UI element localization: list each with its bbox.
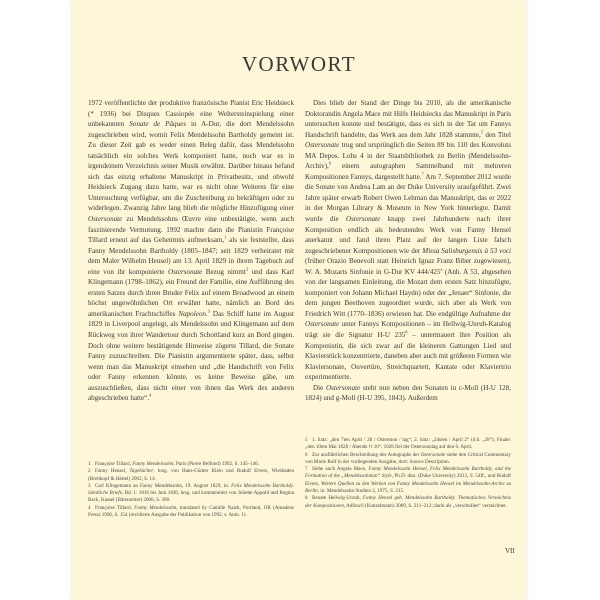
footnote-ref: 4	[149, 392, 152, 398]
text-run: 1972 veröffentlichte der produktive französische Pianist Eric Heidsieck (* 1936) bei Disques Cassiopée eine Weltersteinspielung einer unbekannten	[88, 99, 294, 129]
left-footnotes	[88, 461, 294, 519]
italic-text: Ostersonate	[88, 215, 123, 224]
italic-text: Fanny Hensel geb. Mendelssohn Bartholdy. Thematisches Verzeichnis der Kompositionen	[305, 495, 511, 509]
text-run: , Paris (Pierre Belfond) 1992, S. 145–146.	[173, 461, 260, 467]
text-run: 1. Satz: „den 7ten April / 28 / Ostermon / tag“; 2. Satz: „24sten / April 2“ (d.h. „28“); Finale: „den 10ten Mai 1828 / Abends ½ 10“. 1828 fiel der Ostersonntag auf den 6. April.	[305, 437, 511, 451]
right-text-column	[305, 98, 511, 404]
text-run: den Titel	[483, 130, 511, 139]
italic-text: Sonate de Pâques	[129, 120, 187, 129]
footnote-ref: 8	[405, 329, 408, 335]
paragraph	[305, 98, 511, 383]
text-run: siehe den Critical Commentary von Marie Rolf in der vorliegenden Ausgabe, dort: Source Description.	[305, 451, 511, 465]
text-run: Bezug nimmt	[202, 267, 246, 276]
text-run: Am 7. September 2012 wurde die Sonate von Andrea Lam an der Duke University uraufgeführt. Zwei Jahre später erwarb Robert Owen Lehman das Manuskript, das er 2022 in der Morgan Library & Museum in New York hinterlegte. Damit wurde die	[305, 172, 511, 224]
text-run: , Bd. 1: 1816 bis Juni 1830, hrsg. und kommentiert von Juliette Appold und Regina Back, Kassel (Bärenreiter) 2008, S. 380.	[88, 490, 294, 504]
left-body-text	[88, 98, 294, 404]
right-body-text	[305, 98, 511, 404]
footnote-number: 7	[305, 466, 308, 473]
text-run: (Anh. A 53, abgesehen von der langsamen Einleitung, die Mozart dem ersten Satz hinzufügte, komponiert von Johann Michael Haydn) oder der „Jenaer“ Sinfonie, die dem jungen Beethoven zugeordnet wurde, sich aber als Werk von Friedrich Witt (1770–1836) erwiesen hat. Die endgültige Aufnahme der	[305, 267, 511, 318]
text-run: Renate Hellwig-Unruh,	[312, 495, 363, 502]
page-title: VORWORT	[241, 52, 357, 76]
text-run: als sie feststellte, dass Fanny Mendelssohn Bartholdy (1805–1847; seit 1829 verheiratet mit dem Maler Wilhelm Hensel) am 13. April 1829 in ihrem Tagebuch auf eine von ihr komponierte	[88, 236, 294, 276]
text-run: Françoise Tillard,	[95, 461, 133, 467]
text-run: , translated by Camille Naish, Portland, OR (Amadeus Press) 1996, S. 154 (revidierte Ausgabe der Publikation von 1992, s. Anm. 1).	[88, 504, 294, 519]
text-run: zu Mendelssohns Œuvre eine unbestätigte, wenn auch faszinierende Vermutung. 1992 machte dann die Pianistin Françoise Tillard erneut auf das Geheimnis aufmerksam,	[88, 215, 294, 245]
italic-text: Fanny Mendelssohn	[132, 461, 174, 467]
text-run: , hrsg. von Hans-Günter Klein und Rudolf Elvers, Wiesbaden (Breitkopf & Härtel) 2002, S. 14.	[88, 468, 294, 482]
paragraph	[305, 383, 511, 404]
italic-text: Fanny Mendelssohn	[134, 504, 177, 511]
footnote-ref: 6	[328, 160, 332, 166]
text-run: Das Schiff hatte im August 1829 in Liverpool angelegt, als Mendelssohn und Klingemann auf dem Rückweg von ihrer Wandertour durch Schottland kurz an Bord gingen. Doch ohne weitere bestätigende Hinweise zögerte Tillard, die Sonate Fanny zuzuschreiben. Die Pianistin argumentierte später, dass, selbst wenn man das Manuskript einsehen und „die Handschrift von Felix oder Fanny erkennen könnte, es keine Beweise gäbe, um auszuschließen, dass nicht einer von ihnen das Werk des anderen abgeschrieben hatte“.	[88, 309, 294, 403]
footnote	[305, 452, 511, 467]
footnote	[88, 468, 294, 483]
italic-text: Ostersonate	[305, 320, 340, 329]
italic-text: Ostersonate	[420, 451, 446, 458]
text-run: Die	[313, 383, 326, 392]
text-run: Françoise Tillard,	[95, 504, 135, 511]
page-number: VII	[505, 547, 515, 555]
footnote	[305, 495, 511, 510]
text-run: (früher Orazio Benevoli statt Heinrich Ignaz Franz Biber zugewiesen), W. A. Mozarts Sinfonie in G-Dur KV 444/425	[305, 257, 511, 276]
italic-text: Weitere Quellen zu den Werken von Fanny Mendelssohn Hensel im Mendelssohn-Archiv zu Berlin	[305, 480, 512, 495]
paragraph	[88, 98, 294, 404]
footnote-number: 6	[305, 451, 308, 458]
footnote-ref: 5	[480, 129, 484, 135]
footnote-ref: 7	[421, 171, 424, 177]
footnote-number: 3	[88, 482, 91, 489]
text-run: Zur ausführlichen Beschreibung des Autographs der	[312, 451, 421, 458]
footnote-ref: a	[440, 266, 443, 272]
right-footnotes	[305, 437, 511, 510]
document-page	[72, 0, 526, 600]
footnote-ref: 1	[224, 234, 227, 240]
left-text-column	[88, 98, 294, 404]
italic-text: Felix Mendelssohn Bartholdy. Sämtliche Briefe	[88, 482, 294, 497]
footnote	[88, 483, 294, 505]
footnote-number: 8	[305, 495, 308, 502]
text-run: und dass Karl Klingemann (1798–1862), ein Freund der Familie, eine Aufführung des ersten Satzes durch ihren Bruder Felix auf einem Broadwood an einem höchst ungewöhnlichen Ort erwähnt hatte, nämlich an Bord des amerikanischen Frachtschiffes	[88, 267, 294, 318]
italic-text: Ostersonate	[168, 267, 203, 276]
footnote	[88, 505, 294, 520]
footnote-ref: 3	[207, 308, 210, 314]
footnote-number: 1	[88, 461, 91, 467]
footnote	[305, 466, 511, 495]
text-run: , in: Mendelssohn Studien 2, 1975, S. 215.	[317, 488, 405, 495]
italic-text: Missa Salisburgensis à 53 voci	[422, 246, 511, 255]
italic-text: Ostersonate	[346, 215, 381, 224]
footnote-number: 5	[305, 437, 308, 443]
text-run: knapp zwei Jahrhunderte nach ihrer Komposition endlich als bedeutendes Werk von Fanny Hensel anerkannt und fand ihren Platz auf der langen Liste falsch zugeschriebener Kompositionen wie der	[305, 215, 511, 255]
text-run: einem autographen Sammelband mit mehreren Kompositionen Fannys, dargestellt hatte.	[305, 162, 511, 181]
footnote-ref: 2	[245, 266, 249, 272]
text-run: Dies blieb der Stand der Dinge bis 2010, als die amerikanische Doktorandin Angela Mace mit Hilfe Heidsiecks das Manuskript in Paris untersuchen konnte und bestätigte, dass es sich in der Tat um Fannys Handschrift handelte, das Werk aus dem Jahr 1828 stammte,	[305, 99, 511, 139]
text-run: Carl Klingemann an Fanny Mendelssohn, 19. August 1829, in:	[95, 482, 232, 489]
footnote-number: 2	[88, 468, 91, 475]
text-run: in A-Dur, die dort Mendelssohn zugeschrieben wird, womit Felix Mendelssohn Bartholdy gemeint ist. Zu dieser Zeit gab es weder einen Beleg dafür, dass Mendelssohn tatsächlich ein solches Werk komponiert hatte, noch war es in irgendeinem Verzeichnis seiner Musik erwähnt. Darüber hinaus befand sich das einzig erhaltene Manuskript in Privatbesitz, und obwohl Heidsieck Zugang dazu hatte, war es nicht ohne Weiteres für eine Untersuchung verfügbar, um die Zuschreibung zu bekräftigen oder zu widerlegen. Zwanzig Jahre lang blieb die mögliche Hinzufügung einer	[88, 120, 294, 213]
text-run: steht nun neben den Sonaten in c-Moll (H-U 128, 1824) und g-Moll (H-U 395, 1843). Außerdem	[305, 383, 511, 403]
italic-text: Ostersonate	[305, 141, 340, 150]
italic-text: Napoleon	[178, 309, 206, 318]
italic-text: Ostersonate	[325, 383, 361, 392]
footnote-number: 4	[88, 504, 91, 511]
italic-text: Tagebücher	[129, 468, 154, 475]
text-run: unter Fannys Kompositionen – im Hellwig-Unruh-Katalog trägt sie die Signatur H-U 235	[305, 320, 511, 340]
text-run: .	[205, 309, 208, 318]
footnote	[305, 437, 511, 452]
text-run: , Adliswil (Kunzelmann) 2000, S. 211–212; darin als „verschollen“ verzeichnet.	[343, 502, 507, 509]
text-run: – untermauert ihre Position als Komponistin, die sich zwar auf die kleineren Gattungen Lied und Klavierstück konzentrierte, daneben aber auch mit größeren Formen wie Klaviersonate, Ouvertüre, Streichquartett, Kantate oder Klaviertrio experimentierte.	[305, 331, 511, 382]
italic-text: Fanny Mendelssohn Hensel, Felix Mendelssohn Bartholdy, and the Formation of the „Mendelssohnian“ Style	[305, 466, 511, 480]
text-run: , Ph.D. diss. (Duke University) 2013, S. 54ff., und Rudolf Elvers,	[305, 473, 511, 487]
text-run: Fanny Hensel,	[95, 468, 130, 475]
text-run: Siehe auch Angela Mace,	[312, 466, 369, 473]
text-run: trug und ursprünglich die Seiten 89 bis 110 des Konvoluts MA Depos. Lohs 4 in der Staatsbibliothek zu Berlin (Mendelssohn-Archiv),	[305, 141, 511, 171]
